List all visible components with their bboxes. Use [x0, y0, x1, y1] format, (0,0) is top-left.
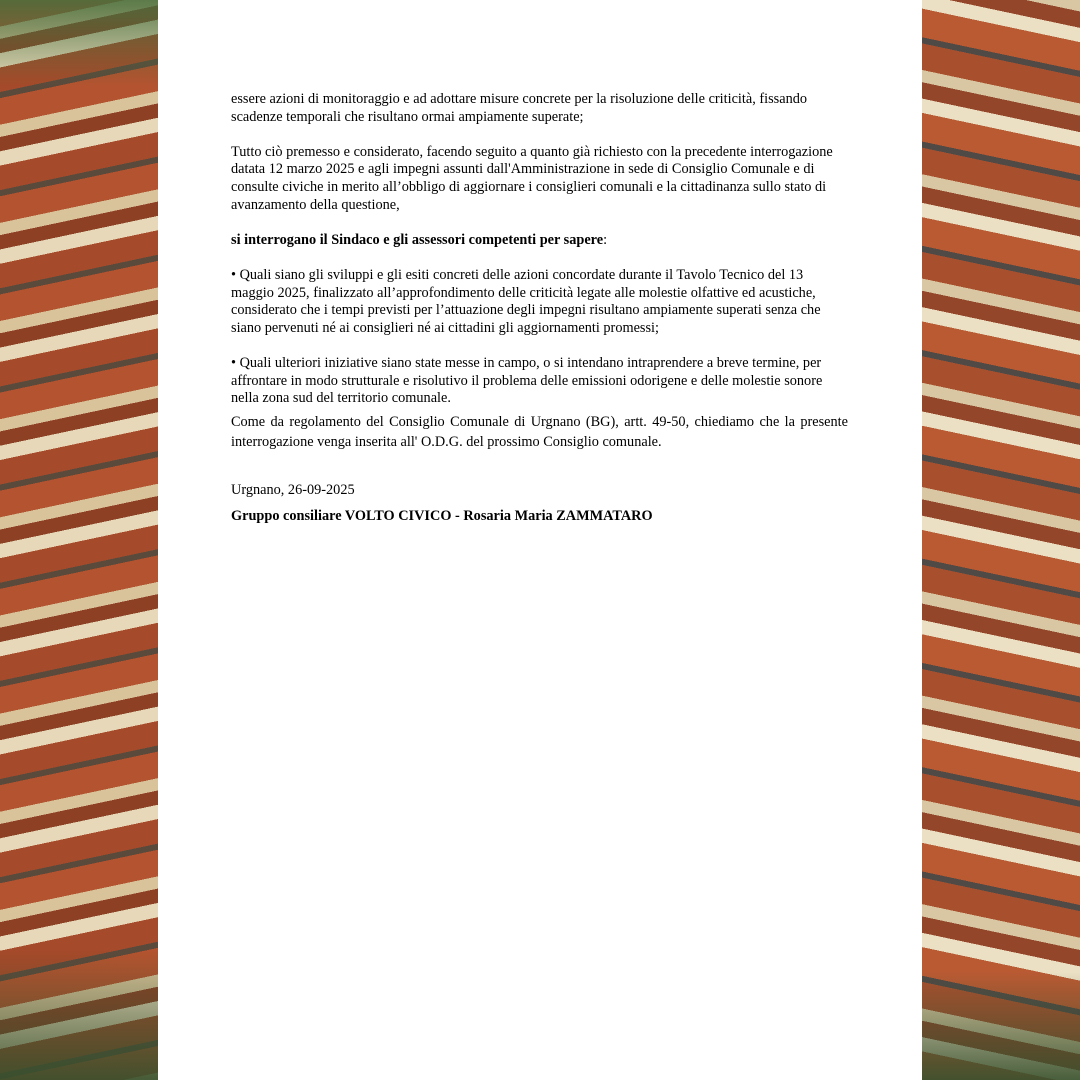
- interrogation-heading-colon: :: [603, 231, 608, 248]
- document-body: [231, 91, 848, 526]
- town-rooftops-image-left: [0, 0, 158, 1080]
- background-photo-right: [922, 0, 1080, 1080]
- background-photo-left: [0, 0, 158, 1080]
- paragraph-premise: Tutto ciò premesso e considerato, facendo seguito a quanto già richiesto con la precedente interrogazione datata 12 marzo 2025 e agli impegni assunti dall'Amministrazione in sede di Consiglio Comunale e di consulte civiche in merito all’obbligo di aggiornare i consiglieri comunali e la cittadinanza sullo stato di avanzamento della questione,: [231, 143, 833, 213]
- interrogation-heading-bold: si interrogano il Sindaco e gli assessori competenti per sapere: [231, 231, 604, 248]
- interrogation-heading: [231, 232, 848, 250]
- question-bullet-2: • Quali ulteriori iniziative siano state messe in campo, o si intendano intraprendere a breve termine, per affrontare in modo strutturale e risolutivo il problema delle emissioni odorigene e delle molestie sonore nella zona sud del territorio comunale.: [231, 354, 823, 407]
- paragraph-regolamento: Come da regolamento del Consiglio Comunale di Urgnano (BG), artt. 49-50, chiediamo che la presente interrogazione venga inserita all' O.D.G. del prossimo Consiglio comunale.: [231, 413, 848, 450]
- paragraph-intro: essere azioni di monitoraggio e ad adottare misure concrete per la risoluzione delle criticità, fissando scadenze temporali che risultano ormai ampiamente superate;: [231, 91, 808, 125]
- signature: Gruppo consiliare VOLTO CIVICO - Rosaria Maria ZAMMATARO: [231, 508, 653, 525]
- place-and-date: Urgnano, 26-09-2025: [231, 481, 355, 498]
- town-rooftops-image-right: [922, 0, 1080, 1080]
- question-bullet-1: • Quali siano gli sviluppi e gli esiti concreti delle azioni concordate durante il Tavolo Tecnico del 13 maggio 2025, finalizzato all’approfondimento delle criticità legate alle molestie olfattive ed acustiche, considerato che i tempi previsti per l’attuazione degli impegni risultano ampiamente superati senza che siano pervenuti né ai consiglieri né ai cittadini gli aggiornamenti promessi;: [231, 266, 821, 336]
- document-page: [158, 0, 922, 1080]
